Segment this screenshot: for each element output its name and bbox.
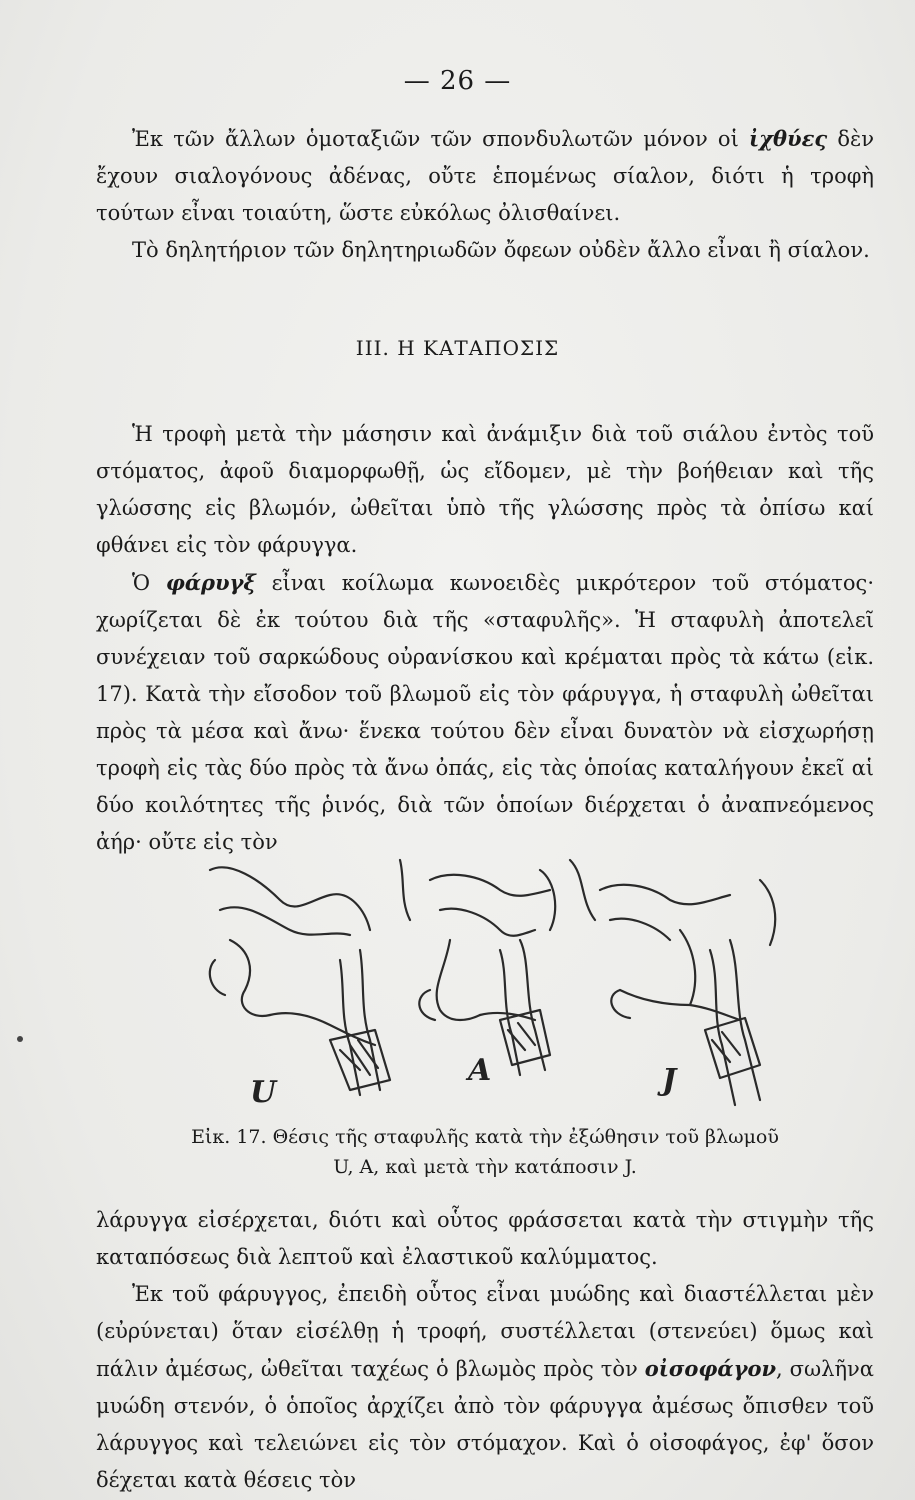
paragraph-pharynx xyxy=(96,564,874,861)
margin-mark xyxy=(17,1036,23,1042)
paragraph-fish xyxy=(96,120,874,232)
paragraph-swallowing: Ἡ τροφὴ μετὰ τὴν μάσησιν καὶ ἀνάμιξιν διὰ τοῦ σιάλου ἐντὸς τοῦ στόματος, ἀφοῦ διαμορφωθῇ, ὡς εἴδομεν, μὲ τὴν βοήθειαν καὶ τῆς γλώσσης εἰς βλωμόν, ὠθεῖται ὑπὸ τῆς γλώσσης πρὸς τὰ ὀπίσω καί φθάνει εἰς τὸν φάρυγγα. xyxy=(96,422,874,557)
paragraph-esophagus xyxy=(96,1276,874,1499)
paragraph-text: εἶναι κοίλωμα κωνοειδὲς μικρότερον τοῦ στόματος· χωρίζεται δὲ ἐκ τούτου διὰ τῆς «σταφυλῆς». Ἡ σταφυλὴ ἀποτελεῖ συνέχειαν τοῦ σαρκώδους οὐρανίσκου καὶ κρέμαται πρὸς τὰ κάτω (εἰκ. 17). Κατὰ τὴν εἴσοδον τοῦ βλωμοῦ εἰς τὸν φάρυγγα, ἡ σταφυλὴ ὠθεῖται πρὸς τὰ μέσα καὶ ἄνω· ἕνεκα τούτου δὲν εἶναι δυνατὸν νὰ εἰσχωρήσῃ τροφὴ εἰς τὰς δύο πρὸς τὰ ἄνω ὀπάς, εἰς τὰς ὁποίας καταλήγουν ἐκεῖ αἱ δύο κοιλότητες τῆς ῥινός, διὰ τῶν ὁποίων διέρχεται ὁ ἀναπνεόμενος ἀήρ· οὔτε εἰς τὸν xyxy=(96,571,874,854)
paragraph-text: Ἐκ τῶν ἄλλων ὁμοταξιῶν τῶν σπονδυλωτῶν μόνον οἱ xyxy=(132,127,750,151)
text-block-bottom xyxy=(96,1202,874,1499)
figure-label-u: U xyxy=(250,1075,277,1110)
paragraph-larynx: λάρυγγα εἰσέρχεται, διότι καὶ οὗτος φράσσεται κατὰ τὴν στιγμὴν τῆς καταπόσεως διὰ λεπτοῦ καὶ ἐλαστικοῦ καλύμματος. xyxy=(96,1208,874,1269)
text-block-middle xyxy=(96,416,874,861)
caption-line-2: U, A, καὶ μετὰ τὴν κατάποσιν J. xyxy=(333,1156,637,1178)
page-number: — 26 — xyxy=(403,66,512,96)
anatomy-figure xyxy=(200,840,800,1120)
panel-a-drawing xyxy=(400,860,555,1075)
section-heading: III. Η ΚΑΤΑΠΟΣΙΣ xyxy=(355,336,560,360)
swallowing-diagram xyxy=(200,840,800,1120)
figure-label-j: J xyxy=(662,1063,677,1098)
paragraph-text: Ὁ xyxy=(132,571,166,595)
text-block-top xyxy=(96,120,874,269)
term-pharynx: φάρυγξ xyxy=(165,570,256,595)
figure-caption xyxy=(96,1122,874,1182)
term-fish: ἰχθύες xyxy=(749,126,828,151)
paragraph-text: Ἐκ τοῦ φάρυγγος, ἐπειδὴ οὗτος εἶναι μυώδης καὶ διαστέλλεται μὲν (εὐρύνεται) ὅταν εἰσέλθῃ ἡ τροφή, συστέλλεται (στενεύει) ὅμως καὶ πάλιν ἀμέσως, ὠθεῖται ταχέως ὁ βλωμὸς πρὸς τὸν xyxy=(96,1282,874,1381)
paragraph-venom: Τὸ δηλητήριον τῶν δηλητηριωδῶν ὄφεων οὐδὲν ἄλλο εἶναι ἢ σίαλον. xyxy=(132,238,870,262)
caption-line-1: Εἰκ. 17. Θέσις τῆς σταφυλῆς κατὰ τὴν ἐξώθησιν τοῦ βλωμοῦ xyxy=(191,1126,779,1148)
paragraph-text: , σωλῆνα μυώδη στενόν, ὁ ὁποῖος ἀρχίζει ἀπὸ τὸν φάρυγγα ἀμέσως ὄπισθεν τοῦ λάρυγγος καὶ τελειώνει εἰς τὸν στόμαχον. Καὶ ὁ οἰσοφάγος, ἐφ' ὅσον δέχεται κατὰ θέσεις τὸν xyxy=(96,1357,874,1492)
panel-u-drawing xyxy=(210,867,390,1095)
paragraph-text: δὲν ἔχουν σιαλογόνους ἀδένας, οὔτε ἑπομένως σίαλον, διότι ἡ τροφὴ τούτων εἶναι τοιαύτη, ὥστε εὐκόλως ὀλισθαίνει. xyxy=(96,127,875,225)
term-esophagus: οἰσοφάγον xyxy=(644,1356,777,1381)
figure-label-a: A xyxy=(468,1053,492,1088)
